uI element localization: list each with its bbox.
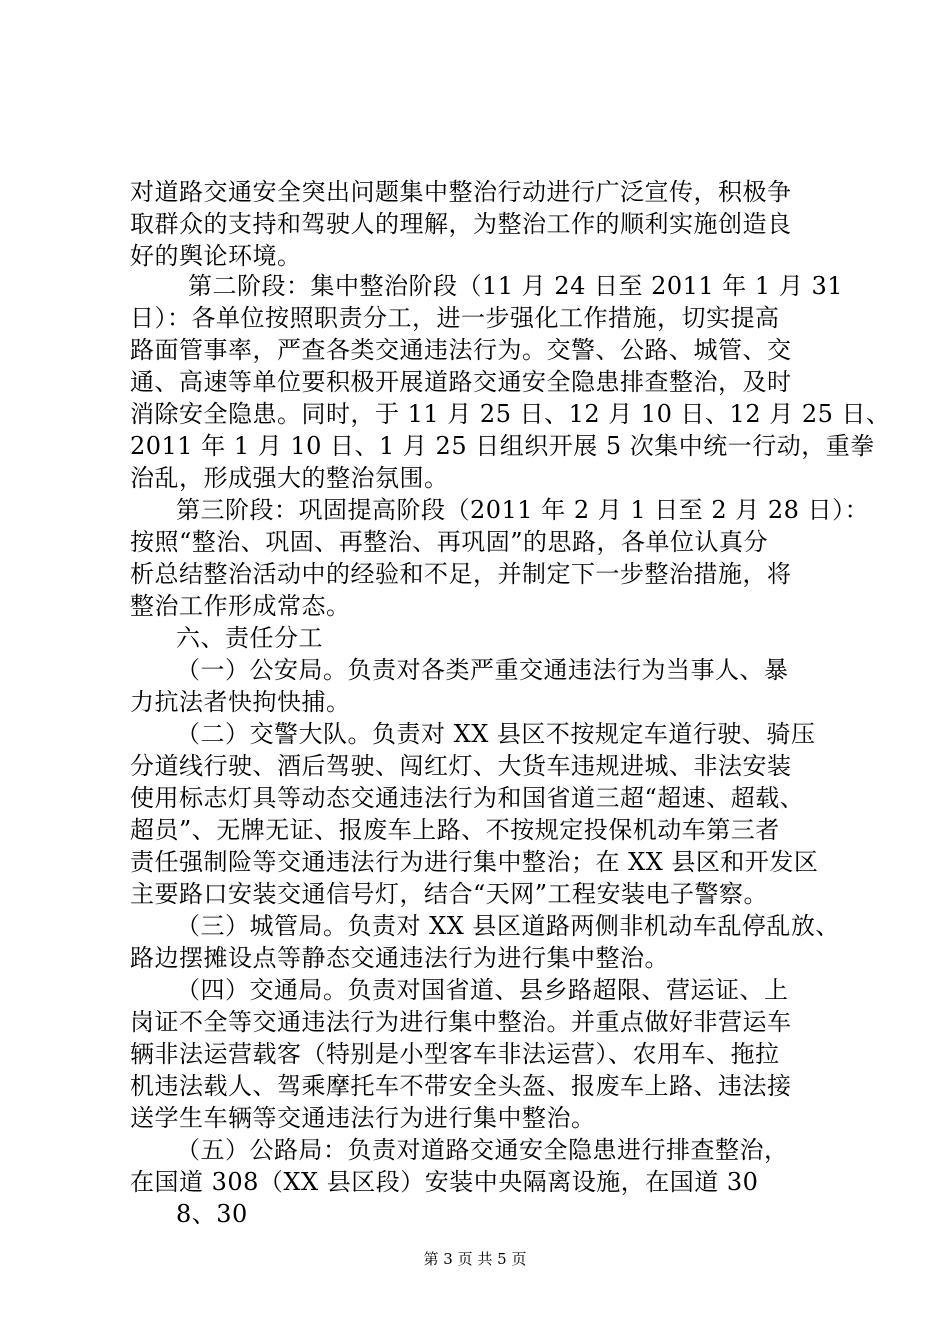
paragraph-line: 岗证不全等交通违法行为进行集中整治。并重点做好非营运车 [130, 1008, 792, 1036]
paragraph-line: 超员”、无牌无证、报废车上路、不按规定投保机动车第三者 [130, 816, 780, 844]
paragraph-line: 治乱，形成强大的整治氛围。 [130, 464, 449, 492]
paragraph-line: 主要路口安装交通信号灯，结合“天网”工程安装电子警察。 [130, 880, 769, 908]
paragraph-line: 在国道 308（XX 县区段）安装中央隔离设施，在国道 30 [130, 1168, 759, 1196]
paragraph-line: 8、30 [176, 1200, 248, 1228]
page-number-footer: 第 3 页 共 5 页 [423, 1250, 527, 1268]
paragraph-line: 日）：各单位按照职责分工，进一步强化工作措施，切实提高 [130, 304, 780, 332]
paragraph-line: 责任强制险等交通违法行为进行集中整治；在 XX 县区和开发区 [130, 848, 819, 876]
paragraph-line: 使用标志灯具等动态交通违法行为和国省道三超“超速、超载、 [130, 784, 805, 812]
paragraph-line: 第二阶段：集中整治阶段（11 月 24 日至 2011 年 1 月 31 [188, 272, 843, 300]
paragraph-line: （二）交警大队。负责对 XX 县区不按规定车道行驶、骑压 [176, 720, 816, 748]
paragraph-line: 按照“整治、巩固、再整治、再巩固”的思路，各单位认真分 [130, 528, 769, 556]
paragraph-line: 机违法载人、驾乘摩托车不带安全头盔、报废车上路、违法接 [130, 1072, 792, 1100]
paragraph-line: 辆非法运营载客（特别是小型客车非法运营）、农用车、拖拉 [130, 1040, 780, 1068]
paragraph-line: 整治工作形成常态。 [130, 592, 351, 620]
paragraph-line: （一）公安局。负责对各类严重交通违法行为当事人、暴 [176, 656, 789, 684]
paragraph-line: 好的舆论环境。 [130, 242, 302, 270]
paragraph-line: （三）城管局。负责对 XX 县区道路两侧非机动车乱停乱放、 [176, 912, 840, 940]
paragraph-line: 第三阶段：巩固提高阶段（2011 年 2 月 1 日至 2 月 28 日）： [176, 496, 870, 524]
paragraph-line: 对道路交通安全突出问题集中整治行动进行广泛宣传，积极争 [130, 178, 792, 206]
paragraph-line: 析总结整治活动中的经验和不足，并制定下一步整治措施，将 [130, 560, 792, 588]
paragraph-line: 力抗法者快拘快捕。 [130, 688, 351, 716]
paragraph-line: 2011 年 1 月 10 日、1 月 25 日组织开展 5 次集中统一行动，重拳 [130, 432, 875, 460]
section-heading: 六、责任分工 [176, 624, 323, 652]
paragraph-line: 通、高速等单位要积极开展道路交通安全隐患排查整治，及时 [130, 368, 792, 396]
paragraph-line: （四）交通局。负责对国省道、县乡路超限、营运证、上 [176, 976, 789, 1004]
paragraph-line: 消除安全隐患。同时，于 11 月 25 日、12 月 10 日、12 月 25 日、 [130, 400, 891, 428]
paragraph-line: 送学生车辆等交通违法行为进行集中整治。 [130, 1104, 596, 1132]
paragraph-line: 取群众的支持和驾驶人的理解，为整治工作的顺利实施创造良 [130, 210, 792, 238]
paragraph-line: 路面管事率，严查各类交通违法行为。交警、公路、城管、交 [130, 336, 792, 364]
paragraph-line: 路边摆摊设点等静态交通违法行为进行集中整治。 [130, 944, 669, 972]
paragraph-line: 分道线行驶、酒后驾驶、闯红灯、大货车违规进城、非法安装 [130, 752, 792, 780]
paragraph-line: （五）公路局：负责对道路交通安全隐患进行排查整治， [176, 1136, 789, 1164]
